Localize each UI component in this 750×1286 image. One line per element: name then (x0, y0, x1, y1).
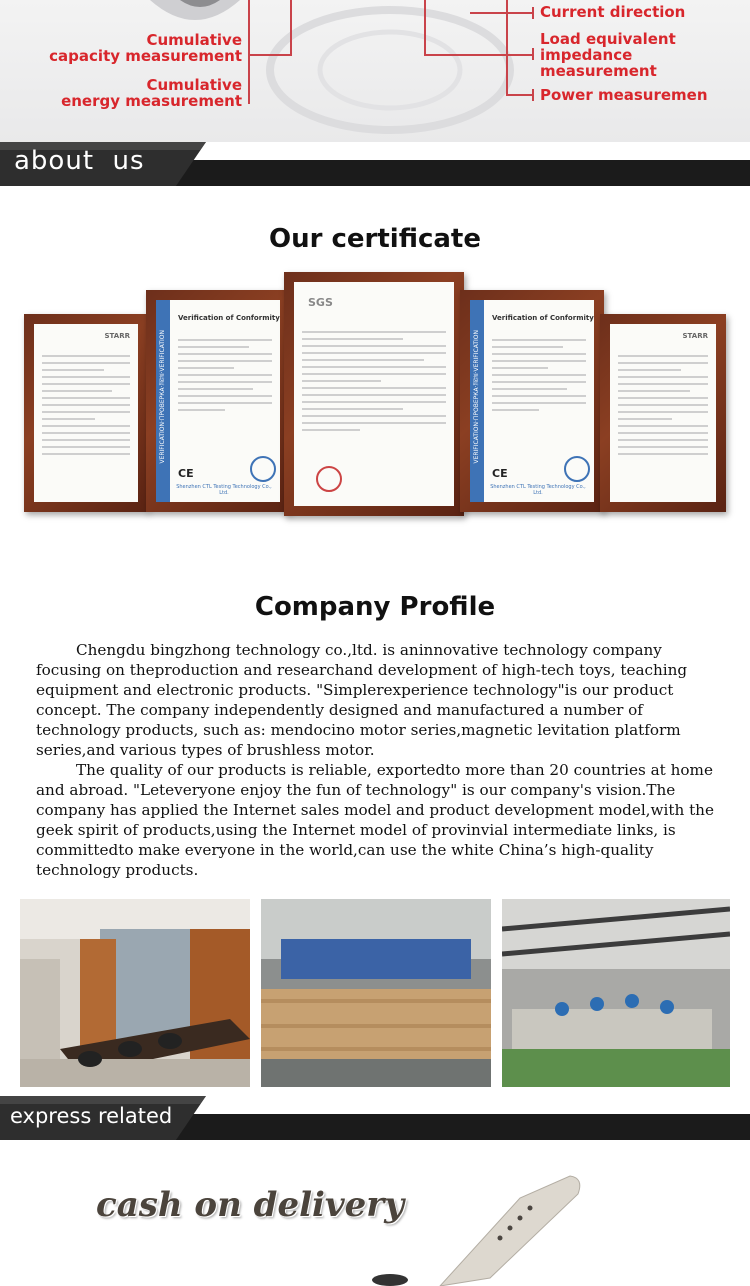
company-profile-text (36, 640, 726, 880)
connector-line (424, 0, 426, 56)
ce-mark: CE (492, 467, 508, 480)
connector-line (290, 0, 292, 56)
cash-on-delivery-label: cash on delivery (96, 1185, 404, 1225)
factory-floor-photo (502, 899, 730, 1087)
device-image (140, 0, 250, 30)
certificate-frame (460, 290, 604, 512)
profile-paragraph: Chengdu bingzhong technology co.,ltd. is aninnovative technology company focusing on theproduction and researchand development of high-tech toys, teaching equipment and electronic products. "Simplerexperience technology"is our product concept. The company independently designed and manufactured a number of technology products, such as: mendocino motor series,magnetic levitation platform series,and various types of brushless motor. (36, 641, 688, 759)
certificate-footer: Shenzhen CTL Testing Technology Co., Ltd. (490, 484, 586, 496)
sgs-stamp (316, 466, 342, 492)
express-related-label: express related (10, 1104, 173, 1128)
connector-line (248, 54, 290, 56)
certificate-text-lines (42, 350, 130, 460)
connector-line (424, 54, 532, 56)
connector-tick (532, 89, 534, 101)
connector-tick (532, 7, 534, 19)
watermark-graphic (240, 0, 540, 142)
certificate-document (470, 300, 594, 502)
certification-stamp (250, 456, 276, 482)
certificate-header: Verification of Conformity (178, 314, 280, 322)
certificate-frame (600, 314, 726, 512)
certificate-header: STARR (682, 332, 708, 340)
feature-cumulative-capacity: Cumulative capacity measurement (49, 31, 242, 65)
company-profile-title: Company Profile (254, 592, 496, 622)
feature-callouts (0, 0, 750, 142)
warehouse-photo (261, 899, 491, 1087)
certificate-header: STARR (104, 332, 130, 340)
certificate-title: Our certificate (269, 224, 481, 254)
certificate-text-lines (302, 326, 446, 436)
certificate-frame (24, 314, 148, 512)
airplane-image (370, 1168, 590, 1286)
certificate-document (156, 300, 280, 502)
certificate-document (34, 324, 138, 502)
connector-line (470, 12, 532, 14)
verification-sidebar: VERIFICATION·ПРОВЕРКА·認証·VERIFICATION (156, 300, 170, 502)
conference-room-photo (20, 899, 250, 1087)
feature-current-direction: Current direction (540, 3, 686, 21)
connector-line (506, 0, 508, 96)
certificate-frame (284, 272, 464, 516)
profile-paragraph: The quality of our products is reliable, exportedto more than 20 countries at home and abroad. "Leteveryone enjoy the fun of technology" is our company's vision.The company has applied the Internet sales model and product development model,with the geek spirit of products,using the Internet model of provinvial intermediate links, is committedto make everyone in the world,can use the white China’s high-quality technology products. (36, 761, 714, 879)
connector-line (506, 94, 532, 96)
verification-sidebar: VERIFICATION·ПРОВЕРКА·認証·VERIFICATION (470, 300, 484, 502)
certificate-text-lines (178, 334, 272, 416)
certificate-header: SGS (308, 296, 333, 309)
connector-tick (248, 48, 250, 60)
express-related-banner (0, 1096, 750, 1140)
ce-mark: CE (178, 467, 194, 480)
about-us-banner (0, 142, 750, 186)
certificate-document (294, 282, 454, 506)
certificate-footer: Shenzhen CTL Testing Technology Co., Ltd. (176, 484, 272, 496)
certificate-header: Verification of Conformity (492, 314, 594, 322)
feature-cumulative-energy: Cumulative energy measurement (61, 76, 242, 110)
certificate-text-lines (618, 350, 708, 460)
certificate-frame (146, 290, 290, 512)
about-us-label: about us (14, 146, 145, 176)
connector-tick (248, 92, 250, 104)
certificate-document (610, 324, 716, 502)
feature-load-impedance: Load equivalent impedance measurement (540, 30, 676, 80)
certificate-text-lines (492, 334, 586, 416)
connector-tick (532, 48, 534, 60)
feature-power-measurement: Power measuremen (540, 86, 708, 104)
certification-stamp (564, 456, 590, 482)
